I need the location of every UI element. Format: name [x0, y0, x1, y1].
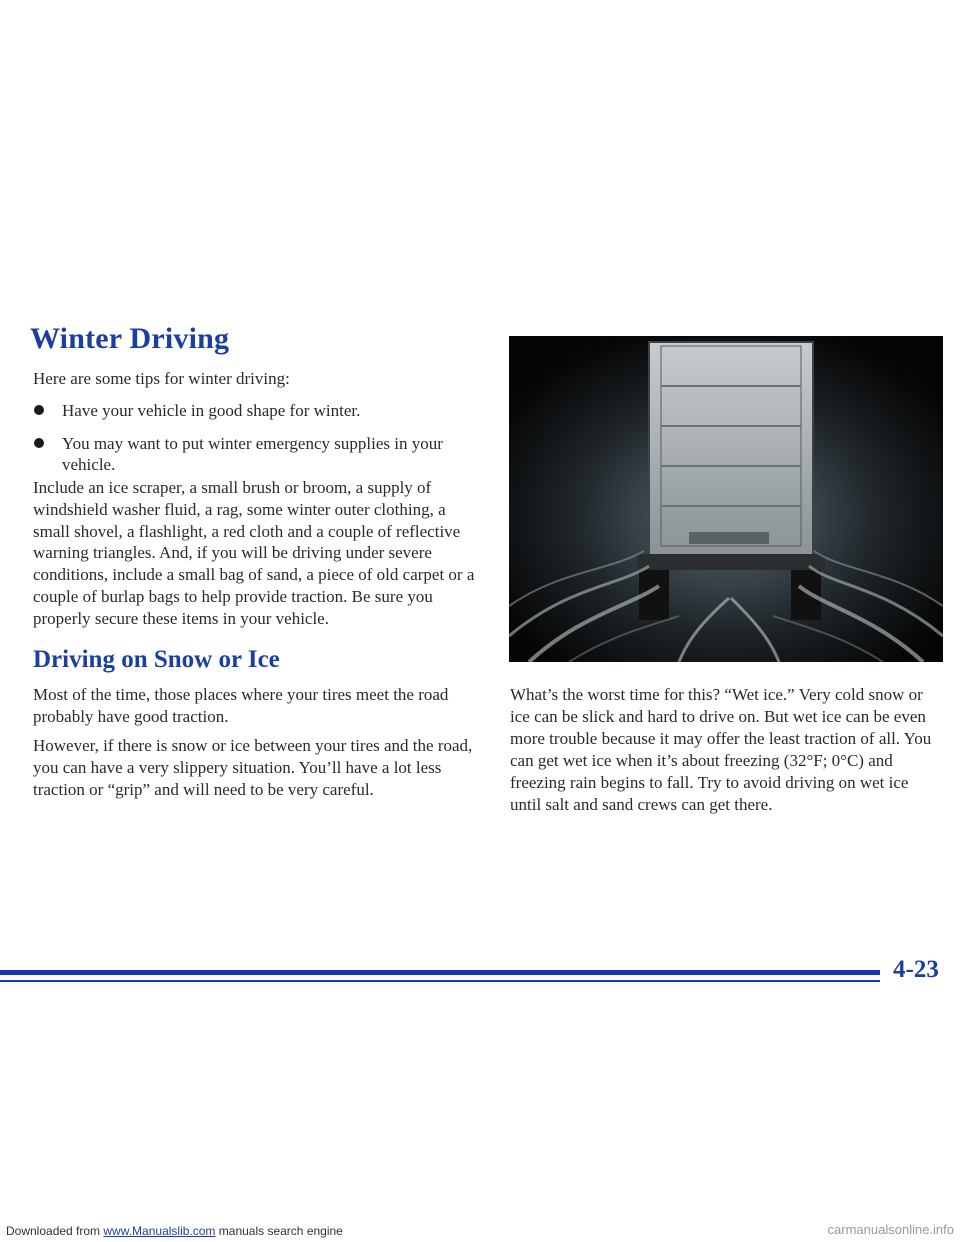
tips-list [33, 400, 473, 487]
page-number: 4-23 [893, 956, 939, 983]
rule-thin [0, 980, 880, 982]
watermark: carmanualsonline.info [827, 1222, 954, 1237]
footer-suffix: manuals search engine [215, 1224, 343, 1238]
supplies-paragraph: Include an ice scraper, a small brush or broom, a supply of windshield washer fluid, a rag, some winter outer clothing, a small shovel, a flashlight, a red cloth and a couple of reflective warning triangles. And, if you will be driving under severe conditions, include a small bag of sand, a piece of old carpet or a couple of burlap bags to help provide traction. Be sure you properly secure these items in your vehicle. [33, 478, 475, 628]
list-item [33, 400, 473, 421]
list-item-text: Have your vehicle in good shape for winter. [62, 401, 361, 420]
section-lead: Here are some tips for winter driving: [33, 369, 290, 388]
subsection-title: Driving on Snow or Ice [33, 646, 280, 673]
truck-illustration [509, 336, 943, 662]
list-item-text: You may want to put winter emergency supplies in your vehicle. [62, 434, 443, 474]
bullet-icon [34, 438, 44, 448]
traction-paragraph: Most of the time, those places where your tires meet the road probably have good traction. [33, 685, 449, 726]
section-title: Winter Driving [30, 322, 230, 355]
bullet-icon [34, 405, 44, 415]
wet-ice-paragraph: What’s the worst time for this? “Wet ice.” Very cold snow or ice can be slick and hard to drive on. But wet ice can be even more trouble because it may offer the least traction of all. You can get wet ice when it’s about freezing (32°F; 0°C) and freezing rain begins to fall. Try to avoid driving on wet ice until salt and sand crews can get there. [510, 685, 932, 814]
rule-thick [0, 970, 880, 975]
manualslib-link[interactable]: www.Manualslib.com [103, 1224, 216, 1238]
truck-on-ice-photo [509, 336, 943, 662]
footer-prefix: Downloaded from [6, 1224, 104, 1238]
download-footer [6, 1224, 343, 1238]
list-item [33, 433, 473, 475]
slippery-paragraph: However, if there is snow or ice between your tires and the road, you can have a very slippery situation. You’ll have a lot less traction or “grip” and will need to be very careful. [33, 736, 473, 799]
